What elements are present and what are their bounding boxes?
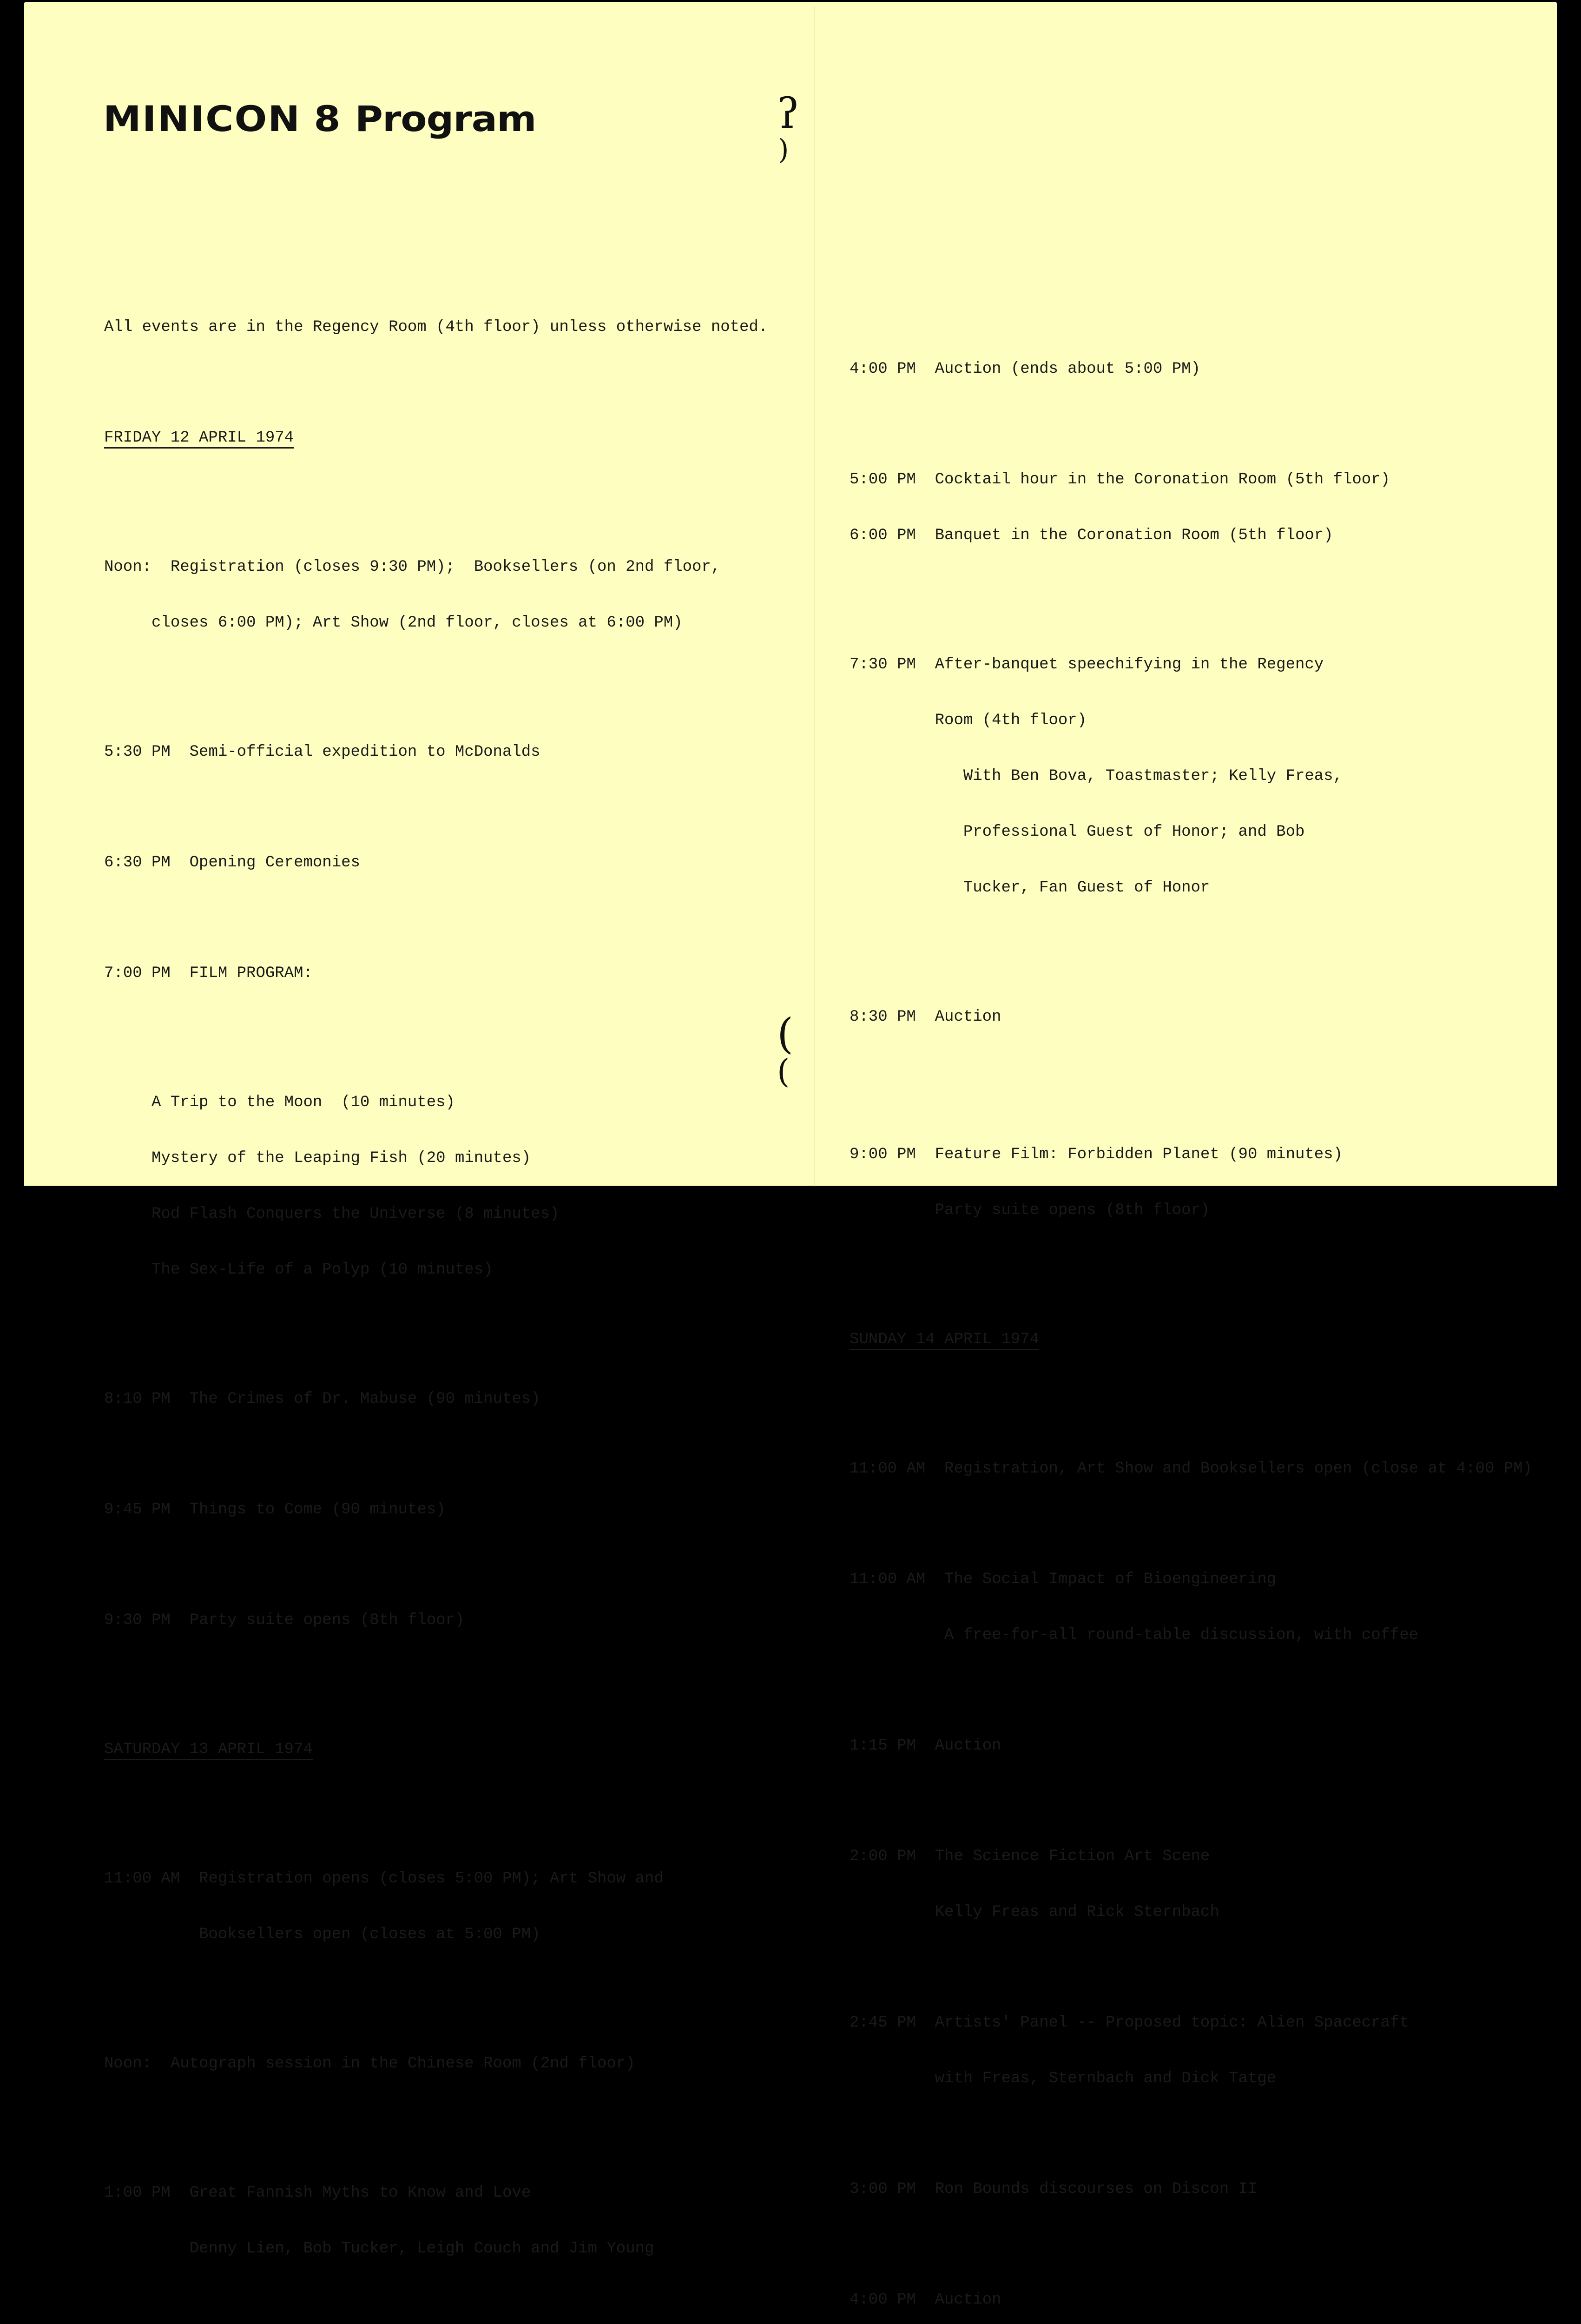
list-item: 11:00 AM Registration opens (closes 5:00 PM); Art Show and bbox=[104, 1870, 664, 1888]
list-item: 2:45 PM Artists' Panel -- Proposed topic: Alien Spacecraft bbox=[850, 2014, 1409, 2032]
saturday-heading: SATURDAY 13 APRIL 1974 bbox=[104, 1741, 313, 1760]
list-item-cont: Denny Lien, Bob Tucker, Leigh Couch and Jim Young bbox=[189, 2240, 654, 2258]
list-item: 11:00 AM The Social Impact of Bioengineering bbox=[850, 1571, 1277, 1588]
staple-top-end-icon: ) bbox=[778, 133, 789, 166]
list-item-cont: with Freas, Sternbach and Dick Tatge bbox=[935, 2070, 1277, 2087]
list-item: 2:00 PM The Science Fiction Art Scene bbox=[850, 1848, 1210, 1865]
list-item: 3:00 PM Ron Bounds discourses on Discon II bbox=[850, 2180, 1258, 2198]
film-item: A Trip to the Moon (10 minutes) bbox=[152, 1094, 455, 1111]
list-item: 9:45 PM Things to Come (90 minutes) bbox=[104, 1501, 446, 1519]
list-item-cont: Professional Guest of Honor; and Bob bbox=[935, 823, 1305, 841]
intro-text: All events are in the Regency Room (4th floor) unless otherwise noted. bbox=[104, 318, 768, 336]
list-item: 6:00 PM Banquet in the Coronation Room (5th floor) bbox=[850, 527, 1333, 544]
list-item-cont: closes 6:00 PM); Art Show (2nd floor, closes at 6:00 PM) bbox=[152, 614, 683, 632]
list-item-cont: Booksellers open (closes at 5:00 PM) bbox=[199, 1926, 540, 1943]
list-item-cont: Room (4th floor) bbox=[935, 712, 1087, 729]
list-item: 7:30 PM After-banquet speechifying in the Regency bbox=[850, 656, 1324, 673]
list-item: 9:00 PM Feature Film: Forbidden Planet (90 minutes) bbox=[850, 1146, 1343, 1163]
staple-bottom-end-icon: ( bbox=[777, 1052, 790, 1090]
list-item: 7:00 PM FILM PROGRAM: bbox=[104, 964, 313, 982]
list-item: Noon: Registration (closes 9:30 PM); Booksellers (on 2nd floor, bbox=[104, 558, 721, 576]
list-item-cont: Party suite opens (8th floor) bbox=[935, 1202, 1210, 1219]
list-item: 1:15 PM Auction bbox=[850, 1737, 1001, 1755]
list-item: 1:00 PM Great Fannish Myths to Know and Love bbox=[104, 2184, 531, 2202]
film-item: The Sex-Life of a Polyp (10 minutes) bbox=[152, 1261, 493, 1279]
film-item: Rod Flash Conquers the Universe (8 minutes) bbox=[152, 1205, 560, 1223]
staple-bottom-icon: ( bbox=[777, 1010, 794, 1058]
list-item: 5:00 PM Cocktail hour in the Coronation Room (5th floor) bbox=[850, 471, 1390, 489]
title-number: 8 bbox=[314, 98, 340, 139]
list-item: 9:30 PM Party suite opens (8th floor) bbox=[104, 1611, 465, 1629]
list-item: 6:30 PM Opening Ceremonies bbox=[104, 854, 360, 872]
list-item-cont: With Ben Bova, Toastmaster; Kelly Freas, bbox=[935, 767, 1343, 785]
sunday-heading: SUNDAY 14 APRIL 1974 bbox=[850, 1331, 1039, 1350]
list-item: 11:00 AM Registration, Art Show and Booksellers open (close at 4:00 PM) bbox=[850, 1460, 1533, 1478]
list-item-cont: A free-for-all round-table discussion, with coffee bbox=[944, 1626, 1419, 1644]
film-item: Mystery of the Leaping Fish (20 minutes) bbox=[152, 1149, 531, 1167]
list-item: 5:30 PM Semi-official expedition to McDonalds bbox=[104, 743, 540, 761]
right-column bbox=[850, 323, 1532, 2324]
title-name: MINICON bbox=[103, 98, 301, 139]
page-title bbox=[103, 98, 536, 139]
list-item: 8:30 PM Auction bbox=[850, 1008, 1001, 1026]
list-item: 4:00 PM Auction (ends about 5:00 PM) bbox=[850, 360, 1200, 378]
friday-heading: FRIDAY 12 APRIL 1974 bbox=[104, 429, 294, 449]
list-item-cont: Tucker, Fan Guest of Honor bbox=[935, 879, 1210, 897]
center-fold bbox=[814, 7, 815, 1187]
staple-top-icon: ʔ bbox=[777, 89, 800, 138]
left-column bbox=[104, 281, 768, 2324]
list-item: 4:00 PM Auction bbox=[850, 2291, 1001, 2309]
list-item: 8:10 PM The Crimes of Dr. Mabuse (90 minutes) bbox=[104, 1390, 540, 1408]
list-item-cont: Kelly Freas and Rick Sternbach bbox=[935, 1903, 1219, 1921]
title-word: Program bbox=[355, 98, 536, 139]
list-item: Noon: Autograph session in the Chinese Room (2nd floor) bbox=[104, 2055, 635, 2073]
